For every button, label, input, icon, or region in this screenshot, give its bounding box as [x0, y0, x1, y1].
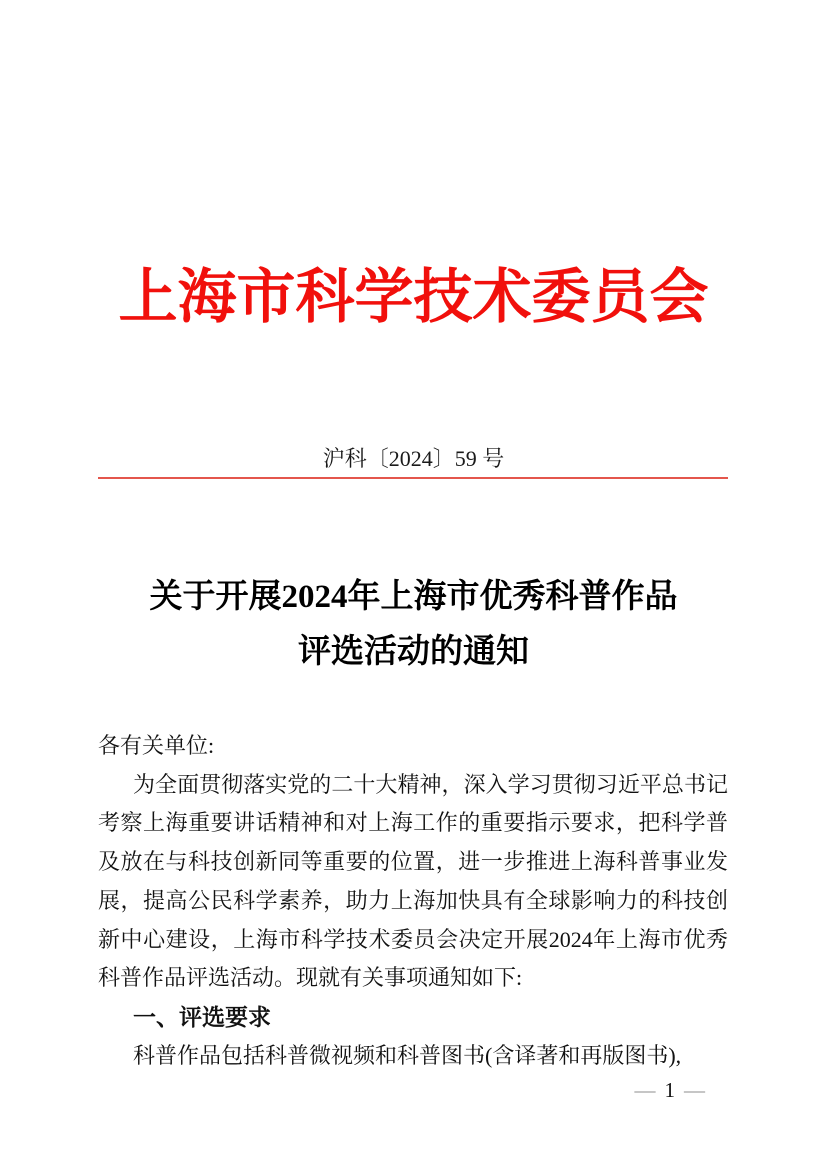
- notice-title: [0, 570, 827, 680]
- body-line: 新中心建设，上海市科学技术委员会决定开展2024年上海市优秀: [98, 926, 728, 952]
- body-line: 科普作品评选活动。现就有关事项通知如下:: [98, 965, 523, 991]
- body-line: 各有关单位:: [98, 733, 215, 758]
- document-body: [98, 727, 728, 1075]
- page-number-value: 1: [664, 1078, 675, 1102]
- body-line: 考察上海重要讲话精神和对上海工作的重要指示要求，把科学普: [98, 810, 728, 836]
- page-number-dash-right: —: [684, 1078, 705, 1102]
- body-line: 为全面贯彻落实党的二十大精神，深入学习贯彻习近平总书记: [133, 771, 728, 797]
- section-heading: 一、评选要求: [133, 1003, 271, 1030]
- notice-title-line2: 评选活动的通知: [298, 634, 529, 670]
- red-divider-rule: [98, 477, 728, 479]
- page-number-dash-left: —: [634, 1078, 656, 1102]
- doc-number: 沪科〔2024〕59 号: [322, 446, 505, 471]
- notice-title-line1: 关于开展2024年上海市优秀科普作品: [149, 579, 678, 615]
- agency-masthead: 上海市科学技术委员会: [118, 264, 709, 330]
- body-line: 展，提高公民科学素养，助力上海加快具有全球影响力的科技创: [98, 887, 728, 913]
- page-number: [635, 1078, 706, 1102]
- body-line: 及放在与科技创新同等重要的位置，进一步推进上海科普事业发: [98, 849, 728, 875]
- body-line: 科普作品包括科普微视频和科普图书(含译著和再版图书),: [133, 1042, 682, 1068]
